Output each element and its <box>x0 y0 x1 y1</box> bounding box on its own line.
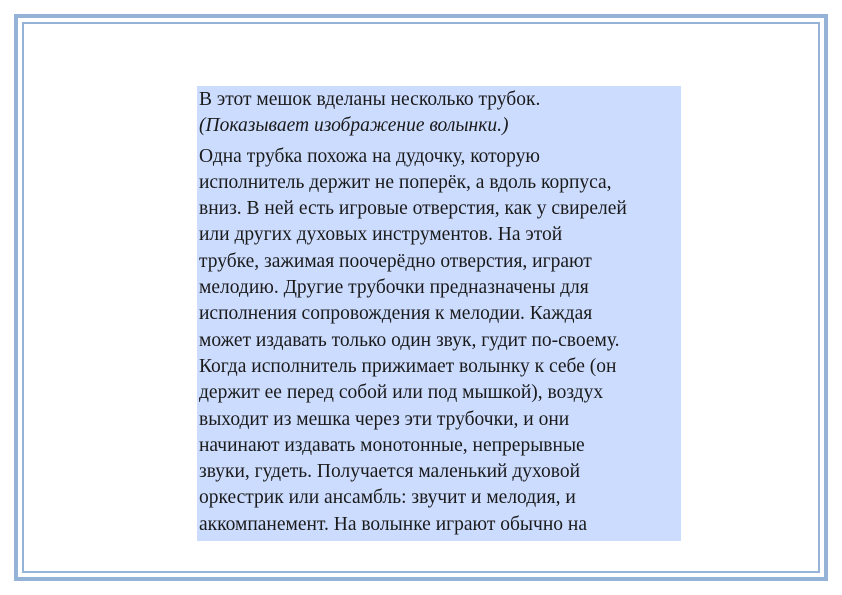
text-line: трубке, зажимая поочерёдно отверстия, играют <box>199 250 592 272</box>
text-line: Когда исполнитель прижимает волынку к себе (он <box>199 355 617 377</box>
text-line: держит ее перед собой или под мышкой), воздух <box>199 382 604 404</box>
text-line: аккомпанемент. На волынке играют обычно на <box>199 513 587 535</box>
text-line: мелодию. Другие трубочки предназначены для <box>199 277 589 299</box>
text-line: или других духовых инструментов. На этой <box>199 224 563 246</box>
text-line: начинают издавать монотонные, непрерывные <box>199 434 585 456</box>
text-line: исполнения сопровождения к мелодии. Каждая <box>199 303 593 325</box>
text-line: звуки, гудеть. Получается маленький духовой <box>199 461 581 483</box>
paragraph-description <box>199 144 681 538</box>
stage-direction: (Показывает изображение волынки.) <box>199 115 509 137</box>
text-line: может издавать только один звук, гудит по-своему. <box>199 329 620 351</box>
text-line: вниз. В ней есть игровые отверстия, как у свирелей <box>199 198 627 220</box>
text-line: выходит из мешка через эти трубочки, и они <box>199 408 570 430</box>
text-line: оркестрик или ансамбль: звучит и мелодия, и <box>199 487 576 509</box>
text-box <box>197 86 681 541</box>
text-line: Одна трубка похожа на дудочку, которую <box>199 145 540 167</box>
intro-line: В этот мешок вделаны несколько трубок. <box>199 89 541 110</box>
text-line: исполнитель держит не поперёк, а вдоль корпуса, <box>199 171 612 193</box>
paragraph-intro <box>199 87 681 140</box>
